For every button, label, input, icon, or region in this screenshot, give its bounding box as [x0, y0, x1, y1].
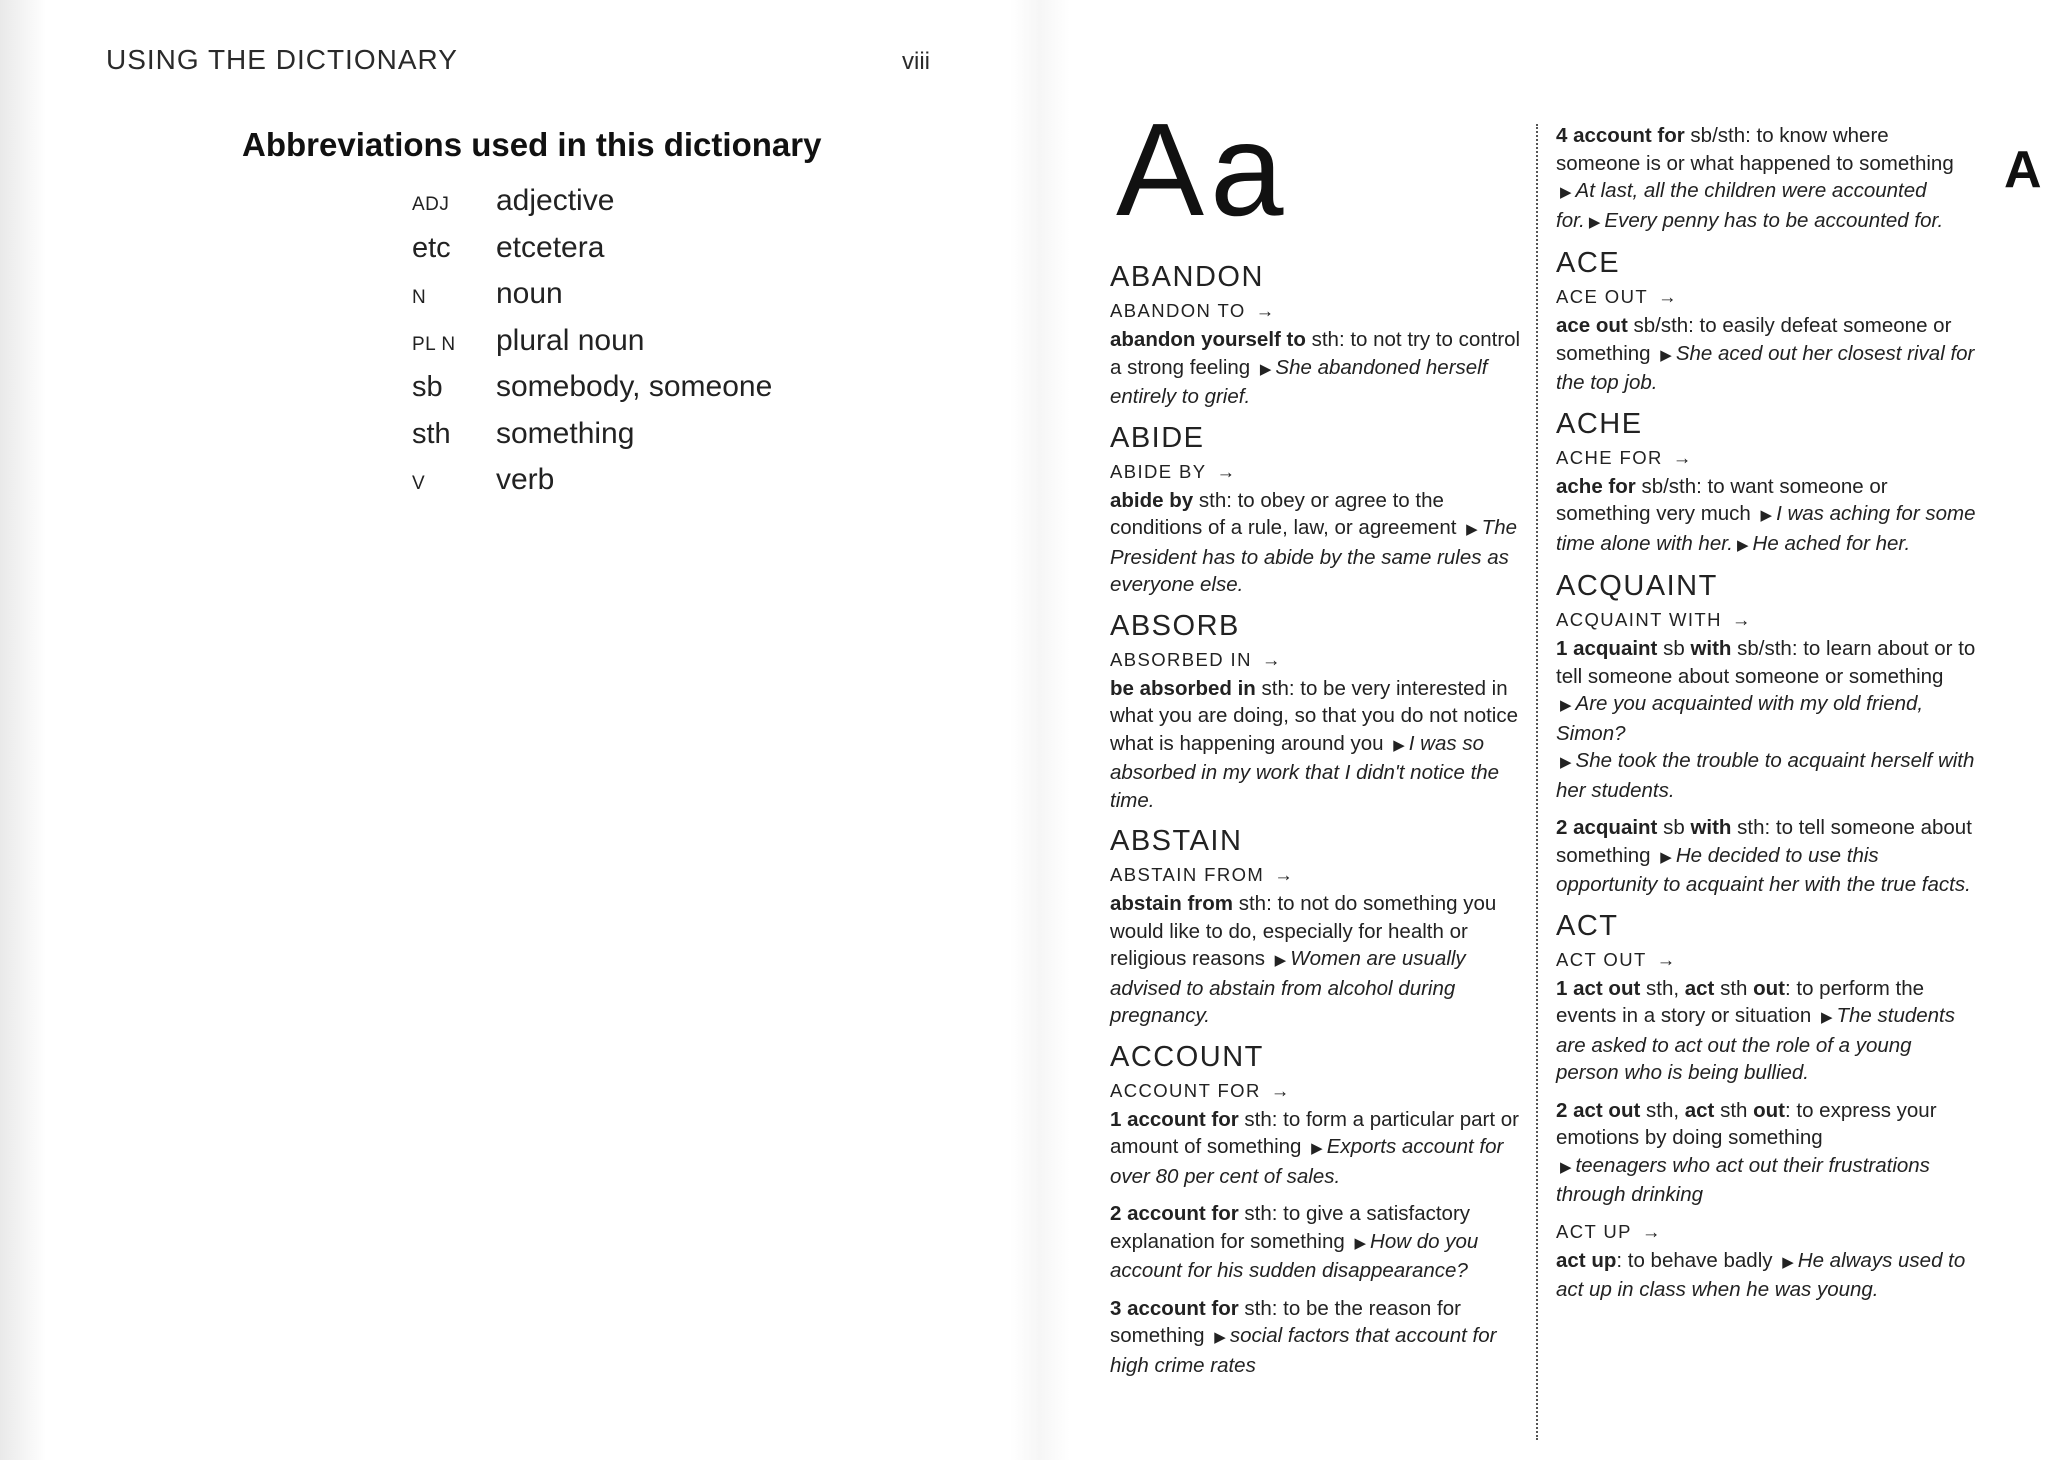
example: The President has to abide by the same rules as everyone else. — [1110, 516, 1517, 596]
example: She abandoned herself entirely to grief. — [1110, 355, 1488, 408]
abbreviation-key: etc — [412, 231, 451, 264]
abbreviation-value: verb — [496, 463, 555, 496]
headword: ACQUAINT — [1556, 570, 1718, 602]
example-marker-icon: ▶ — [1782, 1253, 1794, 1271]
headword: ABANDON — [1110, 261, 1264, 293]
example-marker-icon: ▶ — [1737, 536, 1749, 554]
abbreviation-key: N — [412, 287, 427, 308]
example-marker-icon: ▶ — [1760, 507, 1773, 524]
definition: 3 account for sth: to be the reason for something ▶ social factors that account for high crime rates — [1110, 1296, 1497, 1377]
arrow-icon: → — [1672, 446, 1693, 468]
arrow-icon: → — [1731, 609, 1752, 630]
definition: abstain from sth: to not do something you would like to do, especially for health or religious reasons ▶ Women are usually advised to abstain from alcohol during pregnancy. — [1110, 892, 1497, 1027]
phrasal-verb-heading — [1110, 298, 1524, 324]
dictionary-column-1 — [1110, 258, 1524, 1389]
headword: ACT — [1556, 909, 1619, 942]
phrasal-verb-label: ABSTAIN FROM — [1110, 864, 1265, 885]
example-marker-icon: ▶ — [1311, 1140, 1323, 1157]
example: At last, all the children were accounted for. — [1556, 179, 1927, 232]
abbreviation-value: plural noun — [496, 323, 645, 357]
example-marker-icon: ▶ — [1660, 848, 1672, 866]
arrow-icon: → — [1274, 864, 1295, 885]
example: He decided to use this opportunity to acquaint her with the true facts. — [1556, 843, 1971, 896]
phrasal-verb-heading — [1556, 445, 1976, 471]
example-marker-icon: ▶ — [1588, 213, 1601, 231]
phrasal-verb-heading — [1556, 607, 1976, 633]
example-marker-icon: ▶ — [1560, 754, 1572, 771]
phrasal-verb-heading — [1110, 862, 1524, 888]
phrasal-verb-heading — [1110, 1078, 1524, 1104]
phrasal-verb-label: ABSORBED IN — [1110, 648, 1252, 670]
example: I was so absorbed in my work that I didn't notice the time. — [1110, 731, 1500, 812]
abbreviation-value: something — [496, 416, 635, 450]
definition: ache for sb/sth: to want someone or something very much ▶ I was aching for some time alone with her. ▶ He ached for her. — [1556, 474, 1976, 555]
phrasal-verb-label: ACQUAINT WITH — [1556, 609, 1722, 630]
example-marker-icon: ▶ — [1660, 346, 1672, 364]
phrasal-verb-heading — [1110, 459, 1524, 485]
definition: 1 acquaint sb with sb/sth: to learn about or to tell someone about someone or something ▶ Are you acquainted with my old friend, Simon? ▶ She took the trouble to acquaint herself with her students. — [1556, 637, 1976, 802]
arrow-icon: → — [1261, 648, 1282, 670]
phrasal-verb-label: ACCOUNT FOR — [1110, 1079, 1261, 1101]
abbreviation-key: sth — [412, 417, 451, 450]
abbreviation-key: sb — [412, 371, 443, 403]
definition: 2 act out sth, act sth out: to express your emotions by doing something ▶ teenagers who act out their frustrations through drinking — [1556, 1098, 1937, 1206]
phrasal-verb-heading — [1556, 1219, 1976, 1245]
arrow-icon: → — [1255, 300, 1276, 321]
example-marker-icon: ▶ — [1820, 1009, 1833, 1026]
headword: ACCOUNT — [1110, 1040, 1264, 1073]
example-marker-icon: ▶ — [1214, 1329, 1226, 1346]
arrow-icon: → — [1656, 948, 1677, 970]
abbreviation-value: noun — [496, 277, 563, 310]
definition: 1 account for sth: to form a particular part or amount of something ▶ Exports account for over 80 per cent of sales. — [1110, 1107, 1519, 1188]
abbreviation-key: PL N — [412, 333, 456, 355]
abbreviations-title: Abbreviations used in this dictionary — [242, 126, 822, 163]
abbreviation-value: etcetera — [496, 230, 605, 264]
example: Are you acquainted with my old friend, Simon? — [1556, 692, 1924, 745]
headword: ABSTAIN — [1110, 825, 1243, 857]
example: teenagers who act out their frustrations through drinking — [1556, 1153, 1930, 1206]
page-number: viii — [902, 48, 930, 75]
abbreviations-list — [412, 184, 912, 510]
example: The students are asked to act out the role of a young person who is being bullied. — [1556, 1004, 1955, 1084]
abbreviation-row — [412, 277, 912, 324]
abbreviation-key: V — [412, 473, 426, 494]
example-marker-icon: ▶ — [1354, 1234, 1367, 1252]
definition: ace out sb/sth: to easily defeat someone or something ▶ She aced out her closest rival for the top job. — [1556, 314, 1975, 394]
thumb-index-tab: A — [2004, 141, 2042, 199]
phrasal-verb-heading — [1556, 284, 1976, 310]
running-head: USING THE DICTIONARY — [106, 44, 458, 75]
phrasal-verb-label: ABIDE BY — [1110, 460, 1207, 482]
example: She aced out her closest rival for the top job. — [1556, 341, 1975, 394]
definition: 2 acquaint sb with sth: to tell someone about something ▶ He decided to use this opportunity to acquaint her with the true facts. — [1556, 816, 1972, 896]
definition: be absorbed in sth: to be very interested in what you are doing, so that you do not notice what is happening around you ▶ I was so absorbed in my work that I didn't notice the time. — [1110, 676, 1518, 812]
book-gutter — [1010, 0, 1070, 1460]
phrasal-verb-label: ACE OUT — [1556, 286, 1649, 307]
arrow-icon: → — [1658, 286, 1678, 307]
abbreviation-value: adjective — [496, 184, 615, 217]
example-marker-icon: ▶ — [1466, 521, 1478, 538]
abbreviation-row — [412, 324, 912, 371]
abbreviation-row — [412, 417, 912, 464]
dictionary-column-2 — [1556, 122, 1976, 1314]
phrasal-verb-label: ACT UP — [1556, 1220, 1632, 1242]
definition: abide by sth: to obey or agree to the conditions of a rule, law, or agreement ▶ The President has to abide by the same rules as everyone else. — [1110, 488, 1517, 596]
example: Women are usually advised to abstain from alcohol during pregnancy. — [1110, 947, 1466, 1027]
example-marker-icon: ▶ — [1560, 184, 1572, 201]
abbreviation-row — [412, 463, 912, 510]
phrasal-verb-label: ACHE FOR — [1556, 446, 1663, 468]
definition: act up: to behave badly ▶ He always used to act up in class when he was young. — [1556, 1248, 1966, 1301]
arrow-icon: → — [1270, 1079, 1291, 1101]
example: I was aching for some time alone with her. — [1556, 502, 1976, 555]
example-marker-icon: ▶ — [1259, 360, 1272, 378]
abbreviation-row — [412, 231, 912, 278]
example: He always used to act up in class when he was young. — [1556, 1248, 1966, 1301]
definition: 1 act out sth, act sth out: to perform the events in a story or situation ▶ The students are asked to act out the role of a young person who is being bullied. — [1556, 976, 1955, 1084]
example: How do you account for his sudden disappearance? — [1110, 1229, 1479, 1282]
example: He ached for her. — [1752, 531, 1911, 555]
headword: ABIDE — [1110, 421, 1205, 454]
abbreviation-value: somebody, someone — [496, 370, 773, 403]
example: Every penny has to be accounted for. — [1604, 208, 1944, 232]
arrow-icon: → — [1641, 1220, 1662, 1242]
arrow-icon: → — [1216, 460, 1237, 482]
column-divider — [1536, 124, 1538, 1440]
headword: ACE — [1556, 247, 1621, 279]
headword: ABSORB — [1110, 609, 1240, 642]
phrasal-verb-heading — [1110, 647, 1524, 673]
example: social factors that account for high crime rates — [1110, 1324, 1497, 1377]
example-marker-icon: ▶ — [1560, 1158, 1572, 1176]
abbreviation-key: ADJ — [412, 194, 450, 215]
example-marker-icon: ▶ — [1393, 736, 1405, 754]
abbreviation-row — [412, 370, 912, 417]
example: Exports account for over 80 per cent of sales. — [1110, 1135, 1504, 1188]
example-marker-icon: ▶ — [1560, 697, 1572, 714]
headword: ACHE — [1556, 407, 1643, 440]
page-edge-shadow — [0, 0, 46, 1460]
definition: abandon yourself to sth: to not try to control a strong feeling ▶ She abandoned herself entirely to grief. — [1110, 328, 1521, 408]
phrasal-verb-label: ABANDON TO — [1110, 300, 1246, 321]
example: She took the trouble to acquaint herself with her students. — [1556, 749, 1975, 802]
phrasal-verb-heading — [1556, 947, 1976, 973]
section-letter: Aa — [1116, 96, 1290, 243]
definition: 2 account for sth: to give a satisfactory explanation for something ▶ How do you account for his sudden disappearance? — [1110, 1202, 1479, 1282]
example-marker-icon: ▶ — [1274, 952, 1287, 969]
definition: 4 account for sb/sth: to know where someone is or what happened to something ▶ At last, all the children were accounted for. ▶ Every penny has to be accounted for. — [1556, 124, 1954, 232]
phrasal-verb-label: ACT OUT — [1556, 948, 1647, 970]
abbreviation-row — [412, 184, 912, 231]
